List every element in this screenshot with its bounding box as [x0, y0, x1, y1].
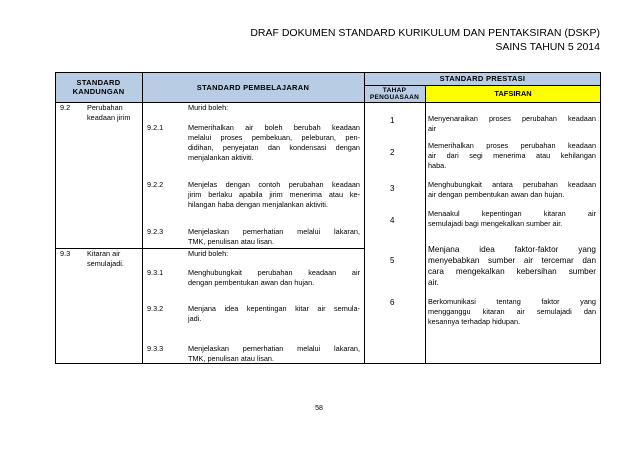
- document-header-subtitle: SAINS TAHUN 5 2014: [495, 41, 600, 53]
- tafsiran-text: Berkomunikasi tentang faktor yang mengganggu kitaran air semulajadi dan kesannya terhadap hidupan.: [428, 297, 596, 326]
- grid-line: [600, 72, 601, 364]
- grid-line: [142, 72, 143, 364]
- tahap-penguasaan-number: 4: [390, 216, 395, 225]
- tafsiran-text: Menjana idea faktor-faktor yang menyebabkan sumber air tercemar dan cara mengekalkan kebersihan sumber air.: [428, 245, 596, 287]
- document-header-title: DRAF DOKUMEN STANDARD KURIKULUM DAN PENTAKSIRAN (DSKP): [250, 27, 600, 39]
- grid-line: [55, 72, 601, 73]
- tahap-penguasaan-number: 1: [390, 116, 395, 125]
- murid-boleh-label: Murid boleh:: [188, 249, 229, 258]
- tahap-penguasaan-number: 6: [390, 298, 395, 307]
- dskp-table: [55, 72, 601, 364]
- pembelajaran-item-text: Memerihalkan air boleh berubah keadaan melalui proses pembekuan, peleburan, pen- didihan, penyejatan dan kondensasi dengan menjalankan aktiviti.: [188, 123, 360, 162]
- pembelajaran-item-text: Menjana idea kepentingan kitar air semula- jadi.: [188, 304, 360, 323]
- tafsiran-text: Memerihalkan proses perubahan keadaan air dari segi menerima atau kehilangan haba.: [428, 141, 596, 170]
- kandungan-number: 9.2: [60, 103, 71, 112]
- header-tahap-penguasaan: TAHAP PENGUASAAN: [364, 85, 425, 102]
- tahap-penguasaan-number: 2: [390, 148, 395, 157]
- pembelajaran-item-number: 9.2.2: [147, 180, 164, 189]
- pembelajaran-item-number: 9.2.1: [147, 123, 164, 132]
- kandungan-number: 9.3: [60, 249, 71, 258]
- grid-line: [364, 85, 601, 86]
- page-number: 58: [315, 405, 323, 412]
- murid-boleh-label: Murid boleh:: [188, 103, 229, 112]
- kandungan-title: Perubahan keadaan jirim: [87, 103, 131, 122]
- tafsiran-text: Menghubungkait antara perubahan keadaan air dengan pembentukan awan dan hujan.: [428, 180, 596, 199]
- header-standard-kandungan: STANDARD KANDUNGAN: [55, 72, 142, 102]
- pembelajaran-item-text: Menjelas dengan contoh perubahan keadaan jirim berlaku apabila jirim menerima atau ke- hilangan haba dengan menjalankan aktiviti.: [188, 180, 360, 209]
- pembelajaran-item-number: 9.2.3: [147, 227, 164, 236]
- tafsiran-text: Menyenaraikan proses perubahan keadaan air: [428, 114, 596, 133]
- pembelajaran-item-number: 9.3.3: [147, 344, 164, 353]
- grid-line: [364, 72, 365, 364]
- grid-line: [55, 72, 56, 364]
- pembelajaran-item-text: Menjelaskan pemerhatian melalui lakaran, TMK, penulisan atau lisan.: [188, 344, 360, 363]
- header-standard-pembelajaran: STANDARD PEMBELAJARAN: [142, 72, 364, 102]
- pembelajaran-item-text: Menjelaskan pemerhatian melalui lakaran, TMK, penulisan atau lisan.: [188, 227, 360, 246]
- grid-line: [425, 85, 426, 364]
- tafsiran-text: Menaakul kepentingan kitaran air semulajadi bagi mengekalkan sumber air.: [428, 209, 596, 228]
- pembelajaran-item-number: 9.3.2: [147, 304, 164, 313]
- header-standard-prestasi: STANDARD PRESTASI: [364, 72, 601, 85]
- tahap-penguasaan-number: 5: [390, 256, 395, 265]
- kandungan-title: Kitaran air semulajadi.: [87, 249, 124, 268]
- pembelajaran-item-number: 9.3.1: [147, 268, 164, 277]
- tahap-penguasaan-number: 3: [390, 184, 395, 193]
- pembelajaran-item-text: Menghubungkait perubahan keadaan air dengan pembentukan awan dan hujan.: [188, 268, 360, 287]
- header-tafsiran: TAFSIRAN: [425, 85, 601, 102]
